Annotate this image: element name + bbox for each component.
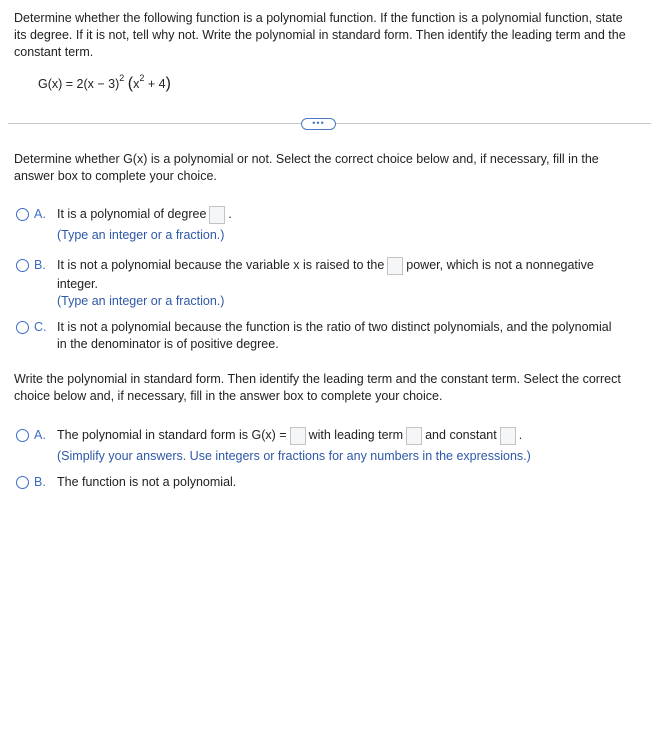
function-formula [38,75,171,93]
formula-exponent: 2 [119,73,125,83]
prompt-line: choice below and, if necessary, fill in the answer box to complete your choice. [14,389,443,403]
choice-text-line1: It is not a polynomial because the function is the ratio of two distinct polynomials, and the polynomial [57,320,612,334]
choice-hint: (Type an integer or a fraction.) [57,228,225,242]
formula-constant: + 4 [144,77,166,91]
prompt-line: answer box to complete your choice. [14,169,217,183]
formula-open-paren: ( [127,75,134,92]
part1-choice-c[interactable] [0,319,659,353]
choice-text: and constant [425,428,497,442]
part2-choice-b[interactable] [0,474,659,492]
formula-lhs: G(x) = 2(x − 3) [38,77,120,91]
constant-term-answer-box[interactable] [500,427,516,445]
leading-term-answer-box[interactable] [406,427,422,445]
choice-text-line2: in the denominator is of positive degree. [57,337,279,351]
prompt-line: Write the polynomial in standard form. Then identify the leading term and the constant term. Select the correct [14,372,621,386]
part1-choice-b[interactable] [0,255,659,311]
choice-period: . [518,428,523,442]
choice-text: It is a polynomial of degree [57,207,207,221]
choice-text-line2: integer. [57,277,99,291]
standard-form-answer-box[interactable] [290,427,306,445]
radio-button[interactable] [16,476,29,489]
instructions-line: Determine whether the following function is a polynomial function. If the function is a polynomial function, state [14,11,623,25]
choice-hint: (Simplify your answers. Use integers or fractions for any numbers in the expressions.) [57,449,531,463]
radio-button[interactable] [16,429,29,442]
prompt-line: Determine whether G(x) is a polynomial or not. Select the correct choice below and, if necessary, fill in the [14,152,599,166]
choice-letter: B. [34,258,46,272]
choice-text: The function is not a polynomial. [57,475,237,489]
radio-button[interactable] [16,208,29,221]
part2-choice-a[interactable] [0,426,659,466]
instructions-line: its degree. If it is not, tell why not. Write the polynomial in standard form. Then identify the leading term and the [14,28,626,42]
power-answer-box[interactable] [387,257,403,275]
choice-letter: C. [34,320,47,334]
formula-exponent: 2 [139,73,145,83]
instructions-line: constant term. [14,45,94,59]
part1-prompt [14,151,599,185]
more-button[interactable]: ••• [301,118,336,130]
choice-period: . [228,207,232,221]
part1-choice-a[interactable] [0,205,659,245]
choice-text: It is not a polynomial because the variable x is raised to the [57,258,385,272]
choice-letter: A. [34,428,46,442]
choice-letter: B. [34,475,46,489]
degree-answer-box[interactable] [209,206,225,224]
choice-hint: (Type an integer or a fraction.) [57,294,225,308]
formula-variable: x [133,77,140,91]
radio-button[interactable] [16,259,29,272]
choice-text: power, which is not a nonnegative [406,258,594,272]
formula-close-paren: ) [165,75,171,92]
question-instructions [14,10,626,61]
choice-text: The polynomial in standard form is G(x) = [57,428,287,442]
radio-button[interactable] [16,321,29,334]
choice-text: with leading term [308,428,404,442]
part2-prompt [14,371,621,405]
choice-letter: A. [34,207,46,221]
